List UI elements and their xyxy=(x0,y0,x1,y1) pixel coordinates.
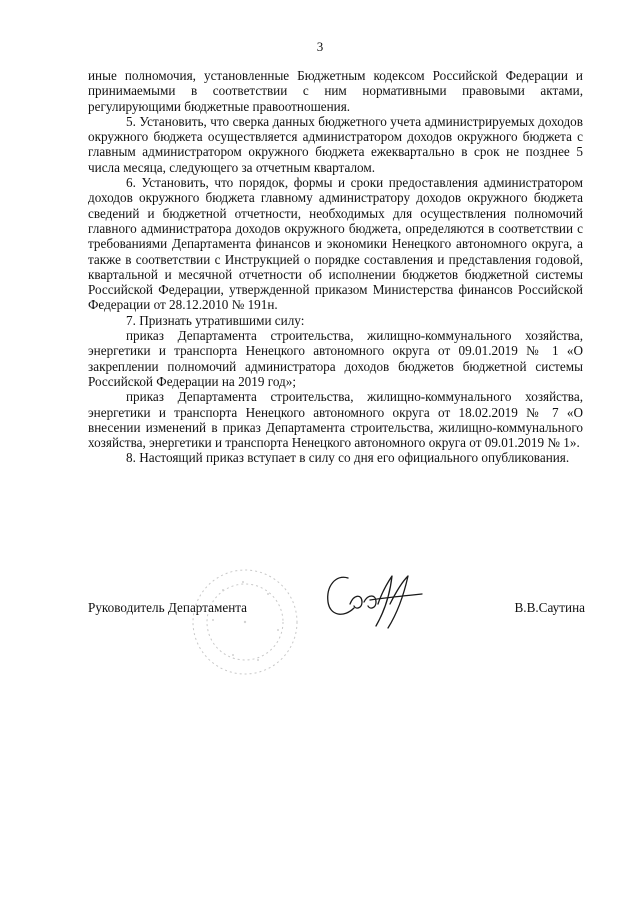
handwritten-signature xyxy=(318,564,428,634)
signature-block xyxy=(88,560,588,680)
signatory-name: В.В.Саутина xyxy=(514,600,585,615)
paragraph-continuation: иные полномочия, установленные Бюджетным кодексом Российской Федерации и принимаемыми в соответствии с ним нормативными правовыми актами, регулирующими бюджетные правоотношения. xyxy=(88,68,583,114)
paragraph-repealed-order-1: приказ Департамента строительства, жилищно-коммунального хозяйства, энергетики и транспорта Ненецкого автономного округа от 09.01.2019 № 1 «О закреплении полномочий администратора доходов бюджетов бюджетной системы Российской Федерации на 2019 год»; xyxy=(88,328,583,389)
paragraph-item-5: 5. Установить, что сверка данных бюджетного учета администрируемых доходов окружного бюджета осуществляется администратором доходов окружного бюджета с главным администратором окружного бюджета ежеквартально в срок не позднее 5 числа месяца, следующего за отчетным кварталом. xyxy=(88,113,583,175)
faint-seal-stamp xyxy=(183,560,313,680)
document-body xyxy=(88,68,583,466)
page-number: 3 xyxy=(316,39,324,54)
paragraph-item-8: 8. Настоящий приказ вступает в силу со дня его официального опубликования. xyxy=(126,450,570,466)
paragraph-item-6: 6. Установить, что порядок, формы и сроки предоставления администратором доходов окружного бюджета главному администратору доходов окружного бюджета сведений и бюджетной отчетности, необходимых для осуществления полномочий главного администратора доходов окружного бюджета, определяются в соответствии с требованиями Департамента финансов и экономики Ненецкого автономного округа, а также в соответствии с Инструкцией о порядке составления и представления годовой, квартальной и месячной отчетности об исполнении бюджетов бюджетной системы Российской Федерации, утвержденной приказом Министерства финансов Российской Федерации от 28.12.2010 № 191н. xyxy=(88,175,583,313)
signatory-position: Руководитель Департамента xyxy=(88,600,248,615)
paragraph-repealed-order-2: приказ Департамента строительства, жилищно-коммунального хозяйства, энергетики и транспорта Ненецкого автономного округа от 18.02.2019 № 7 «О внесении изменений в приказ Департамента строительства, жилищно-коммунального хозяйства, энергетики и транспорта Ненецкого автономного округа от 09.01.2019 № 1». xyxy=(88,389,583,451)
paragraph-item-7: 7. Признать утратившими силу: xyxy=(126,312,305,328)
